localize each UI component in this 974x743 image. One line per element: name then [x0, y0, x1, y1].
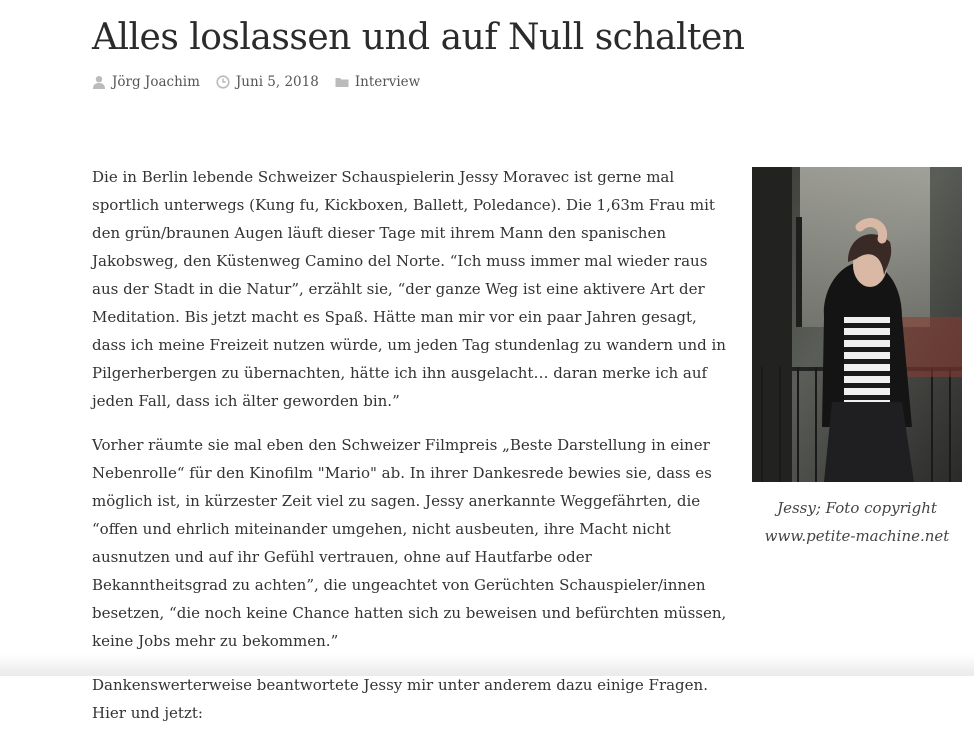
paragraph-filmpreis: Vorher räumte sie mal eben den Schweizer Filmpreis „Beste Darstellung in einer Nebenrolle“ für den Kinofilm "Mario" ab. In ihrer Dankesrede bewies sie, dass es möglich ist, in kürzester Zeit viel zu sagen. Jessy anerkannte Weggefährten, die “offen und ehrlich miteinander umgehen, nicht ausbeuten, ihre Macht nicht ausnutzen und auf ihr Gefühl vertrauen, ohne auf Hautfarbe oder Bekanntheitsgrad zu achten”, die ungeachtet von Gerüchten Schauspieler/innen besetzen, “die noch keine Chance hatten sich zu beweisen und befürchten müssen, keine Jobs mehr zu bekommen.”	[92, 436, 727, 650]
photo-caption	[752, 494, 962, 550]
date-link[interactable]: Juni 5, 2018	[235, 74, 319, 90]
category-link[interactable]: Interview	[354, 74, 421, 90]
caption-line-2: www.petite-machine.net	[764, 527, 950, 545]
caption-line-1: Jessy; Foto copyright	[777, 499, 937, 517]
paragraph-questions: Dankenswerterweise beantwortete Jessy mir unter anderem dazu einige Fragen. Hier und jetzt:	[92, 676, 708, 722]
clock-icon	[216, 75, 230, 89]
article-figure	[752, 167, 962, 550]
paragraph-intro: Die in Berlin lebende Schweizer Schauspielerin Jessy Moravec ist gerne mal sportlich unterwegs (Kung fu, Kickboxen, Ballett, Poledance). Die 1,63m Frau mit den grün/braunen Augen läuft dieser Tage mit ihrem Mann den spanischen Jakobsweg, den Küstenweg Camino del Norte. “Ich muss immer mal wieder raus aus der Stadt in die Natur”, erzählt sie, “der ganze Weg ist eine aktivere Art der Meditation. Bis jetzt macht es Spaß. Hätte man mir vor ein paar Jahren gesagt, dass ich meine Freizeit nutzen würde, um jeden Tag stundenlag zu wandern und in Pilgerherbergen zu übernachten, hätte ich ihn ausgelacht… daran merke ich auf jeden Fall, dass ich älter geworden bin.”	[92, 168, 726, 410]
folder-icon	[335, 75, 349, 89]
page-title: Alles loslassen und auf Null schalten	[92, 17, 745, 58]
portrait-photo[interactable]	[752, 167, 962, 482]
author-meta[interactable]	[92, 74, 200, 90]
user-icon	[92, 75, 106, 89]
author-link[interactable]: Jörg Joachim	[112, 74, 200, 90]
date-meta[interactable]	[216, 74, 319, 90]
post-meta	[92, 74, 436, 90]
category-meta[interactable]	[335, 74, 420, 90]
bottom-fade	[0, 654, 974, 676]
